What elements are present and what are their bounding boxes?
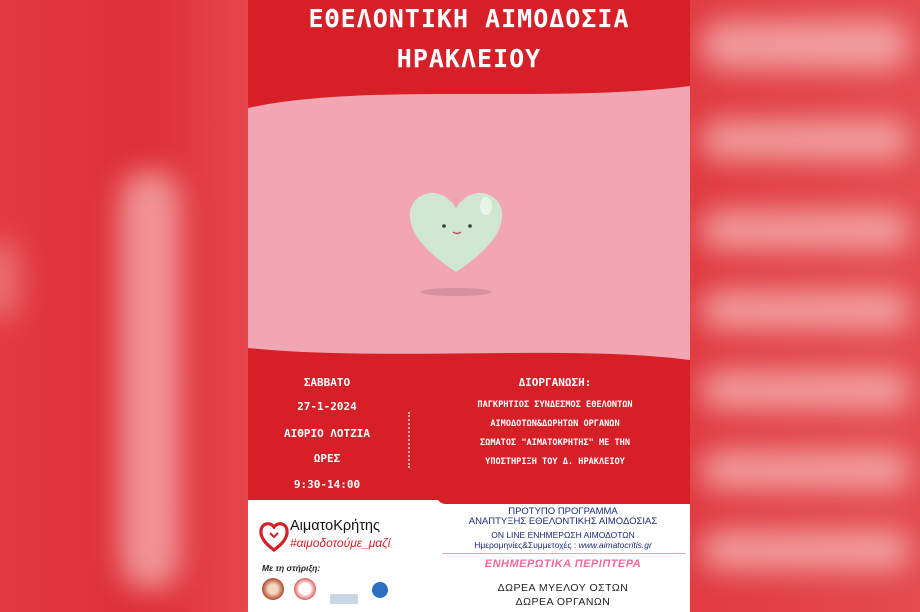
- organizer-line: ΣΩΜΑΤΟΣ "ΑΙΜΑΤΟΚΡΗΤΗΣ" ΜΕ ΤΗΝ: [479, 438, 631, 448]
- organizer-line: ΥΠΟΣΤΗΡΙΞΗ ΤΟΥ Δ. ΗΡΑΚΛΕΙΟΥ: [485, 457, 625, 467]
- poster-title: [248, 0, 690, 92]
- sponsor-logo: [294, 578, 316, 600]
- support-label: Με τη στήριξη:: [262, 563, 321, 573]
- event-hours: 9:30-14:00: [293, 478, 361, 491]
- poster: [248, 0, 690, 612]
- organizer-line: ΑΙΜΟΔΟΤΩΝ&ΔΩΡΗΤΩΝ ΟΡΓΑΝΩΝ: [490, 419, 620, 429]
- program-line-2: ΑΝΑΠΤΥΞΗΣ ΕΘΕΛΟΝΤΙΚΗΣ ΑΙΜΟΔΟΣΙΑΣ: [468, 516, 658, 527]
- event-hours-label: ΩΡΕΣ: [313, 452, 341, 465]
- dates-label: Ημερομηνίες&Συμμετοχές :: [474, 540, 579, 550]
- pink-illustration-panel: [248, 86, 690, 360]
- website-link[interactable]: www.aimatocritis.gr: [578, 540, 652, 550]
- sponsor-logo: [330, 594, 358, 604]
- event-date: 27-1-2024: [297, 400, 357, 413]
- event-venue: ΑΙΘΡΙΟ ΛΟΤΖΙΑ: [283, 427, 371, 440]
- organ-donation-line: ΔΩΡΕΑ ΟΡΓΑΝΩΝ: [515, 596, 611, 608]
- info-booths-heading: ΕΝΗΜΕΡΩΤΙΚΑ ΠΕΡΙΠΤΕΡΑ: [484, 558, 642, 570]
- program-line-4: [436, 540, 690, 550]
- sponsor-logo: [262, 578, 284, 600]
- organizer-line: ΠΑΓΚΡΗΤΙΟΣ ΣΥΝΔΕΣΜΟΣ ΕΘΕΛΟΝΤΩΝ: [477, 400, 633, 410]
- program-line-1: ΠΡΟΤΥΠΟ ΠΡΟΓΡΑΜΜΑ: [508, 506, 618, 517]
- brand-hashtag: #αιμοδοτούμε_μαζί: [290, 536, 391, 550]
- program-line-3: ON LINE ΕΝΗΜΕΡΩΣΗ ΑΙΜΟΔΟΤΩΝ: [491, 530, 635, 540]
- organizer-heading: ΔΙΟΡΓΑΝΩΣΗ:: [518, 376, 592, 389]
- bone-marrow-line: ΔΩΡΕΑ ΜΥΕΛΟΥ ΟΣΤΩΝ: [497, 582, 629, 594]
- title-line-1: ΕΘΕΛΟΝΤΙΚΗ ΑΙΜΟΔΟΣΙΑ: [308, 4, 630, 33]
- sponsor-logo: [372, 582, 388, 598]
- footer-wave: [436, 494, 690, 504]
- separator: [442, 553, 686, 554]
- blurred-background-left: [0, 0, 248, 612]
- brand-name: ΑιματοΚρήτης: [290, 518, 380, 534]
- blurred-background-right: [690, 0, 920, 612]
- divider: [408, 412, 410, 468]
- event-day: ΣΑΒΒΑΤΟ: [303, 376, 351, 389]
- title-line-2: ΗΡΑΚΛΕΙΟΥ: [396, 44, 542, 73]
